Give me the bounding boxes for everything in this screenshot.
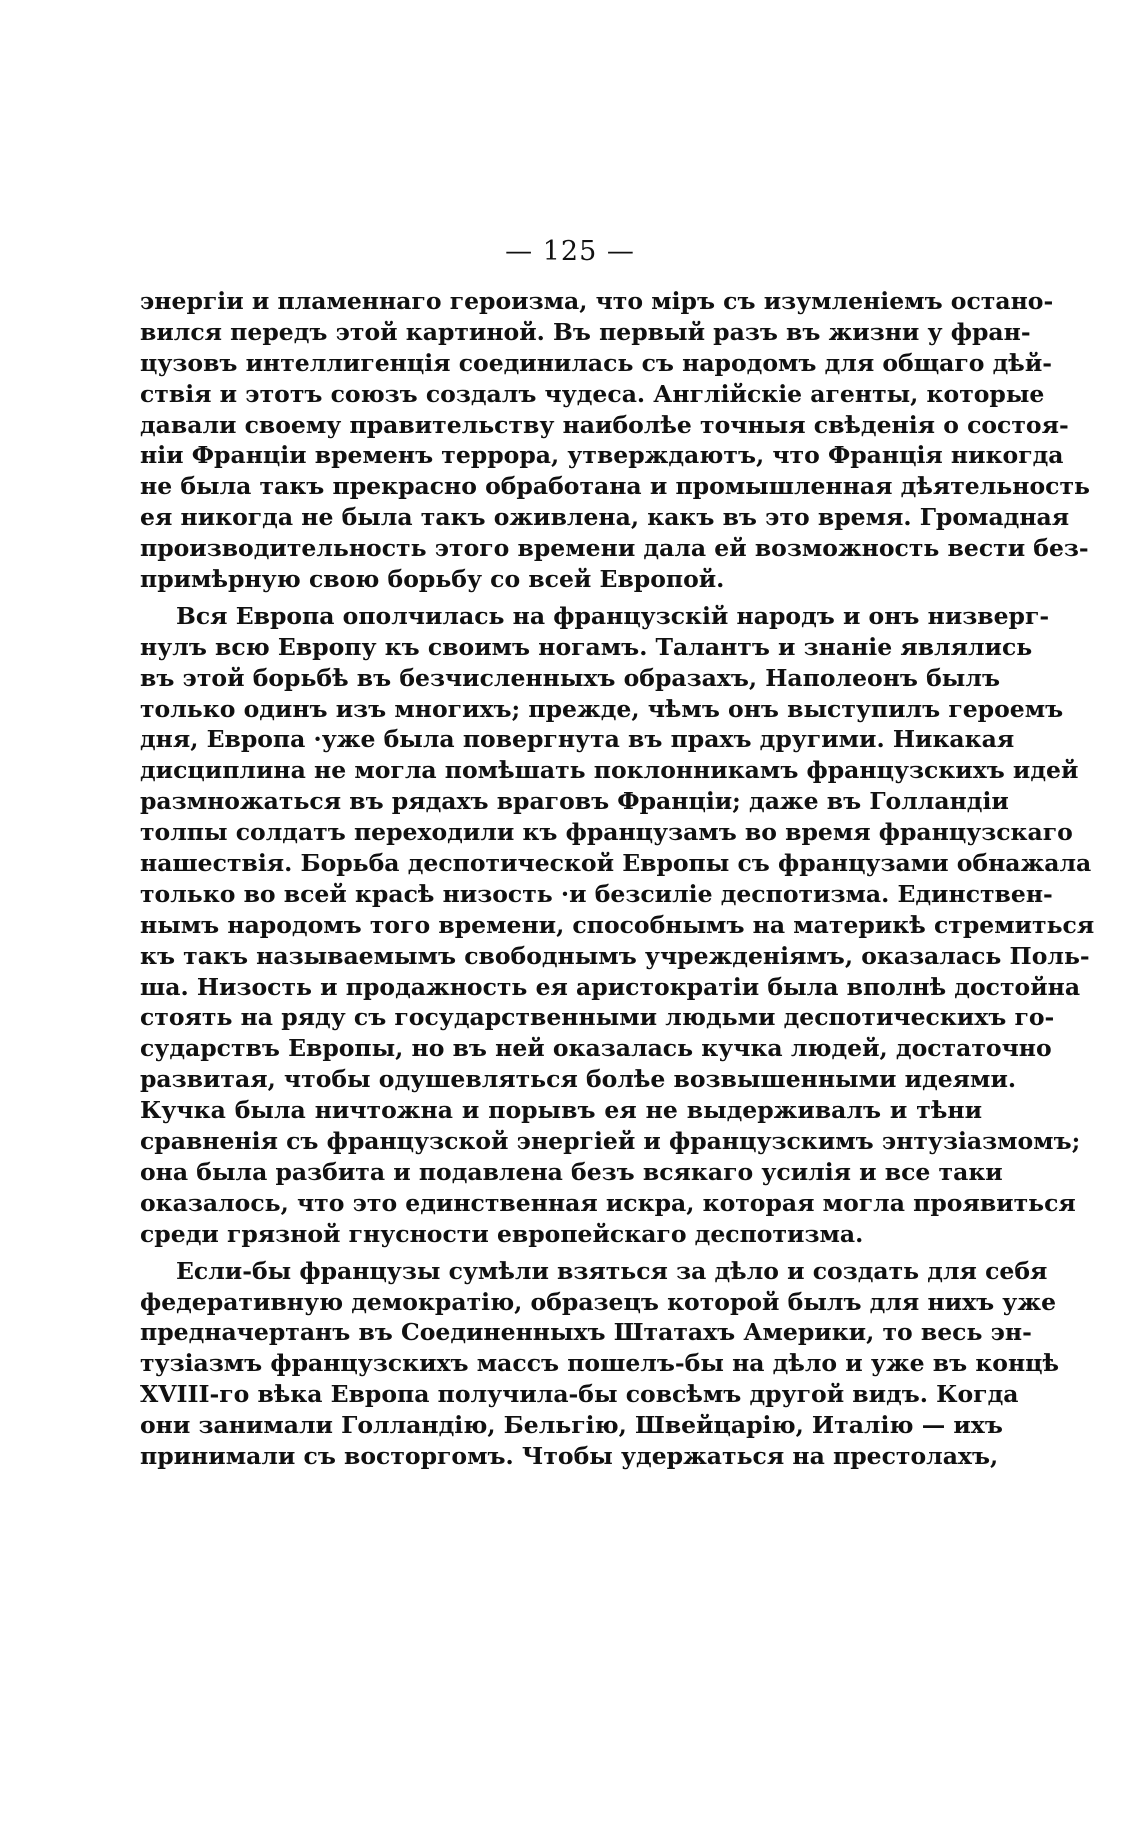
text-line: сравненія съ французской энергіей и французскимъ энтузіазмомъ;	[140, 1127, 1081, 1156]
text-line: принимали съ восторгомъ. Чтобы удержаться на престолахъ,	[140, 1441, 999, 1470]
text-line: примѣрную свою борьбу со всей Европой.	[140, 565, 725, 594]
text-line: предначертанъ въ Соединенныхъ Штатахъ Америки, то весь эн-	[140, 1318, 1032, 1347]
text-line: въ этой борьбѣ въ безчисленныхъ образахъ, Наполеонъ былъ	[140, 663, 1000, 692]
text-line: тузіазмъ французскихъ массъ пошелъ-бы на дѣло и уже въ концѣ	[140, 1349, 1060, 1378]
text-line: давали своему правительству наиболѣе точныя свѣденія о состоя-	[140, 410, 1069, 439]
text-line: ея никогда не была такъ оживлена, какъ въ это время. Громадная	[140, 503, 1070, 532]
text-line: толпы солдатъ переходили къ французамъ во время французскаго	[140, 818, 1073, 847]
text-line: не была такъ прекрасно обработана и промышленная дѣятельность	[140, 472, 1090, 501]
text-line: только во всей красѣ низость ·и безсиліе деспотизма. Единствен-	[140, 879, 1053, 908]
text-line: вился передъ этой картиной. Въ первый разъ въ жизни у фран-	[140, 317, 1031, 346]
text-line: XVIII-го вѣка Европа получила-бы совсѣмъ другой видъ. Когда	[140, 1380, 1019, 1409]
text-line: сударствъ Европы, но въ ней оказалась кучка людей, достаточно	[140, 1034, 1052, 1063]
text-line: оказалось, что это единственная искра, которая могла проявиться	[140, 1188, 1076, 1217]
text-line: цузовъ интеллигенція соединилась съ народомъ для общаго дѣй-	[140, 348, 1053, 377]
text-line: размножаться въ рядахъ враговъ Франціи; даже въ Голландіи	[140, 787, 1009, 816]
paragraph-1	[140, 286, 1090, 595]
text-line: федеративную демократію, образецъ которой былъ для нихъ уже	[140, 1287, 1057, 1316]
text-line: къ такъ называемымъ свободнымъ учрежденіямъ, оказалась Поль-	[140, 941, 1090, 970]
paragraph-3	[140, 1256, 1060, 1472]
text-line: нымъ народомъ того времени, способнымъ на материкѣ стремиться	[140, 910, 1095, 939]
text-line: развитая, чтобы одушевляться болѣе возвышенными идеями.	[140, 1065, 1017, 1094]
text-line: Вся Европа ополчилась на французскій народъ и онъ низверг-	[176, 601, 1050, 630]
text-line: ствія и этотъ союзъ создалъ чудеса. Англійскіе агенты, которые	[140, 379, 1045, 408]
text-line: только одинъ изъ многихъ; прежде, чѣмъ онъ выступилъ героемъ	[140, 694, 1064, 723]
text-line: Если-бы французы сумѣли взяться за дѣло и создать для себя	[176, 1256, 1048, 1285]
text-line: нашествія. Борьба деспотической Европы съ французами обнажала	[140, 849, 1092, 878]
text-line: она была разбита и подавлена безъ всякаго усилія и все таки	[140, 1157, 1003, 1186]
text-line: среди грязной гнусности европейскаго деспотизма.	[140, 1219, 864, 1248]
text-line: дня, Европа ·уже была повергнута въ прахъ другими. Никакая	[140, 725, 1015, 754]
text-block	[140, 286, 1095, 1472]
text-line: энергіи и пламеннаго героизма, что міръ съ изумленіемъ остано-	[140, 287, 1054, 315]
text-line: ніи Франціи временъ террора, утверждаютъ, что Франція никогда	[140, 441, 1064, 470]
text-line: ша. Низость и продажность ея аристократіи была вполнѣ достойна	[140, 972, 1081, 1001]
text-line: дисциплина не могла помѣшать поклонникамъ французскихъ идей	[140, 756, 1079, 785]
text-line: производительность этого времени дала ей возможность вести без-	[140, 534, 1089, 563]
page-number: — 125 —	[505, 236, 635, 267]
text-line: Кучка была ничтожна и порывъ ея не выдерживалъ и тѣни	[140, 1096, 982, 1125]
paragraph-2	[140, 601, 1095, 1250]
text-line: стоять на ряду съ государственными людьми деспотическихъ го-	[140, 1003, 1055, 1032]
text-line: нулъ всю Европу къ своимъ ногамъ. Талантъ и знаніе являлись	[140, 632, 1033, 661]
text-line: они занимали Голландію, Бельгію, Швейцарію, Италію — ихъ	[140, 1411, 1003, 1440]
